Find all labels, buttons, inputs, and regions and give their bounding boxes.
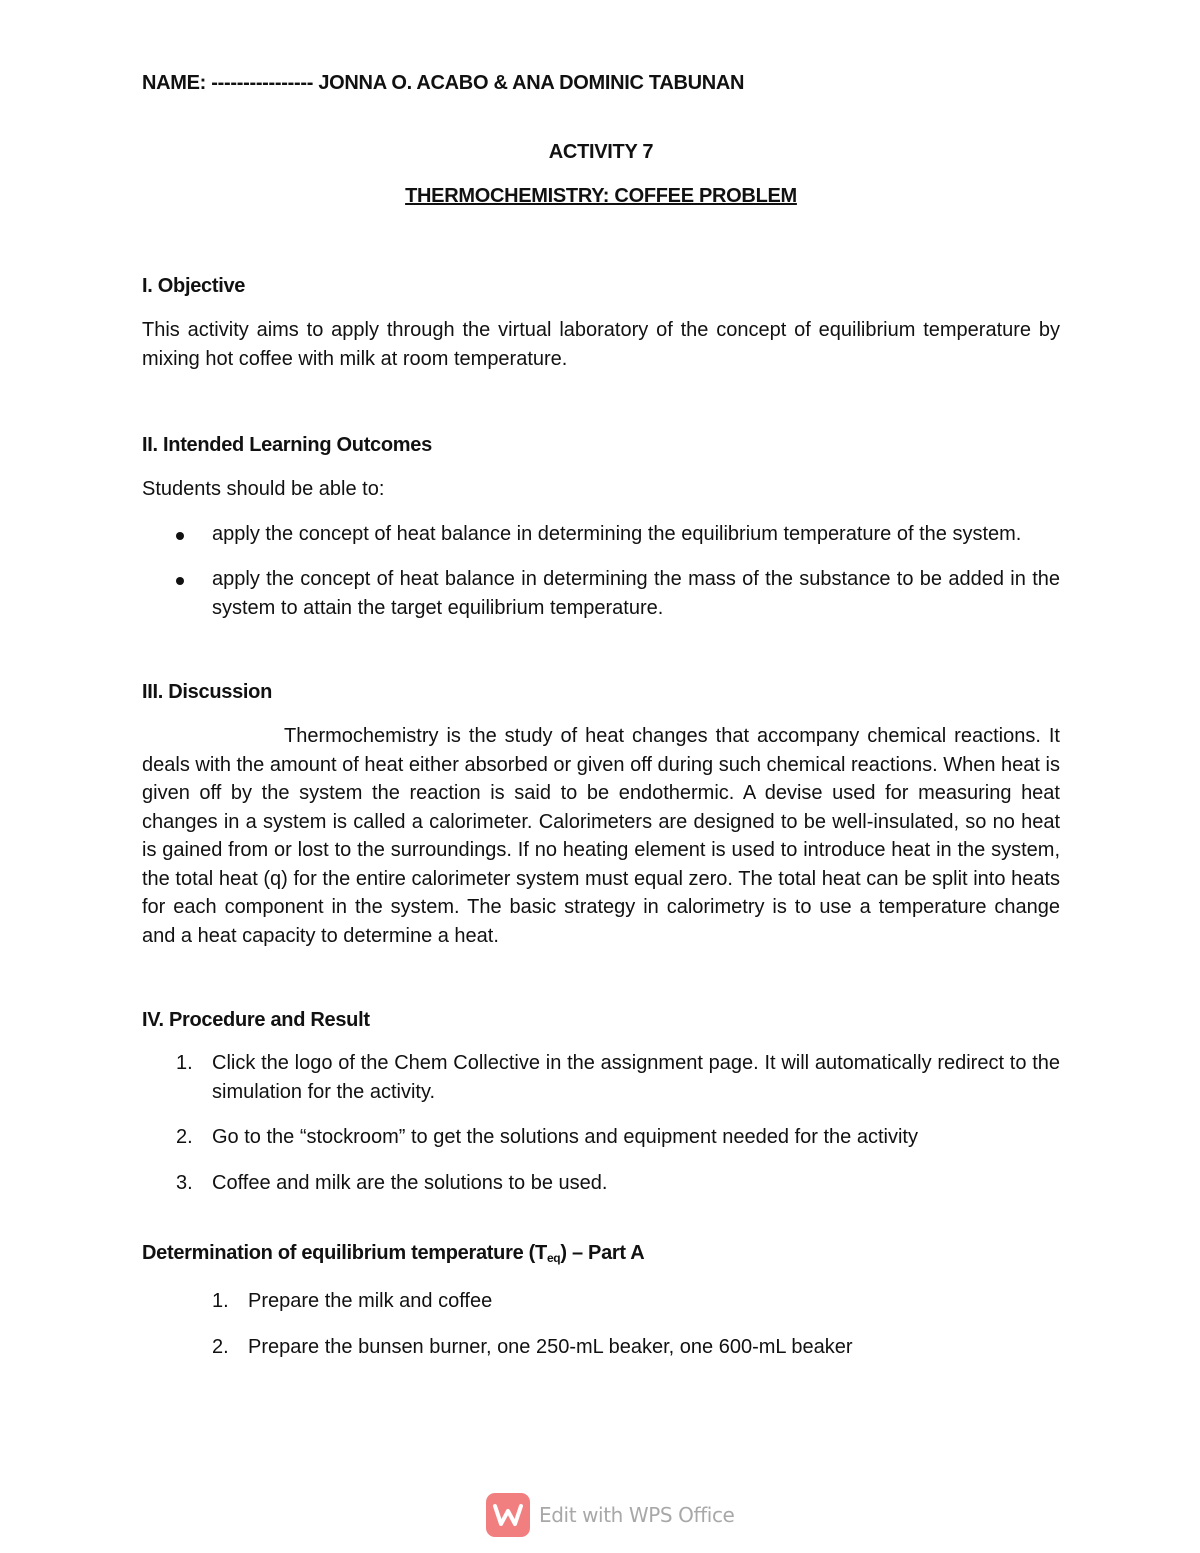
outcomes-intro: Students should be able to: — [142, 478, 385, 500]
activity-title: THERMOCHEMISTRY: COFFEE PROBLEM — [405, 185, 797, 207]
procedure-heading: IV. Procedure and Result — [142, 1009, 370, 1031]
wps-edit-text: Edit with WPS Office — [539, 1503, 735, 1527]
outcomes-heading: II. Intended Learning Outcomes — [142, 434, 432, 456]
bullet-icon — [176, 577, 184, 585]
document-content — [142, 66, 1060, 1378]
step-number: 2. — [212, 1335, 229, 1358]
activity-number: ACTIVITY 7 — [548, 141, 654, 163]
step-number: 1. — [212, 1290, 229, 1312]
part-a-heading-subscript: eq — [546, 1251, 561, 1265]
wps-logo-icon — [486, 1493, 530, 1537]
step-number: 1. — [176, 1052, 193, 1074]
step-number: 3. — [176, 1171, 193, 1194]
objective-text: This activity aims to apply through the virtual laboratory of the concept of equilibrium temperature by mixing hot coffee with milk at room temperature. — [142, 319, 1060, 370]
bullet-icon — [176, 532, 184, 540]
step-text: Go to the “stockroom” to get the solutions and equipment needed for the activity — [212, 1126, 918, 1148]
step-number: 2. — [176, 1126, 193, 1148]
discussion-text: Thermochemistry is the study of heat changes that accompany chemical reactions. It deals with the amount of heat either absorbed or given off during such chemical reactions. When heat is given off by the system the reaction is said to be endothermic. A devise used for measuring heat changes in a system is called a calorimeter. Calorimeters are designed to be well-insulated, so no heat is gained from or lost to the surroundings. If no heating element is used to introduce heat in the system, the total heat (q) for the entire calorimeter system must equal zero. The total heat can be split into heats for each component in the system. The basic strategy in calorimetry is to use a temperature change and a heat capacity to determine a heat. — [142, 725, 1060, 947]
part-a-heading — [142, 1239, 1060, 1272]
list-item — [142, 520, 1060, 549]
discussion-heading: III. Discussion — [142, 681, 272, 703]
step-text: Prepare the bunsen burner, one 250-mL beaker, one 600-mL beaker — [248, 1335, 853, 1358]
list-item — [142, 1287, 1060, 1316]
part-a-list — [142, 1287, 1060, 1361]
list-item — [142, 1049, 1060, 1106]
list-item — [142, 565, 1060, 622]
outcome-text: apply the concept of heat balance in determining the mass of the substance to be added in the system to attain the target equilibrium temperature. — [212, 568, 1060, 619]
objective-heading: I. Objective — [142, 275, 246, 297]
step-text: Coffee and milk are the solutions to be used. — [212, 1171, 608, 1194]
step-text: Click the logo of the Chem Collective in the assignment page. It will automatically redirect to the simulation for the activity. — [212, 1052, 1060, 1103]
step-text: Prepare the milk and coffee — [248, 1290, 493, 1312]
wps-watermark[interactable] — [486, 1493, 734, 1537]
part-a-heading-prefix: Determination of equilibrium temperature (T — [142, 1242, 547, 1264]
outcomes-list — [142, 520, 1060, 623]
wps-w-glyph-icon — [493, 1503, 523, 1527]
part-a-heading-suffix: ) – Part A — [560, 1242, 645, 1264]
list-item — [142, 1169, 1060, 1198]
list-item — [142, 1333, 1060, 1362]
list-item — [142, 1123, 1060, 1152]
name-line: NAME: ---------------- JONNA O. ACABO & ANA DOMINIC TABUNAN — [142, 72, 745, 94]
procedure-list — [142, 1049, 1060, 1197]
outcome-text: apply the concept of heat balance in determining the equilibrium temperature of the system. — [212, 522, 1022, 545]
